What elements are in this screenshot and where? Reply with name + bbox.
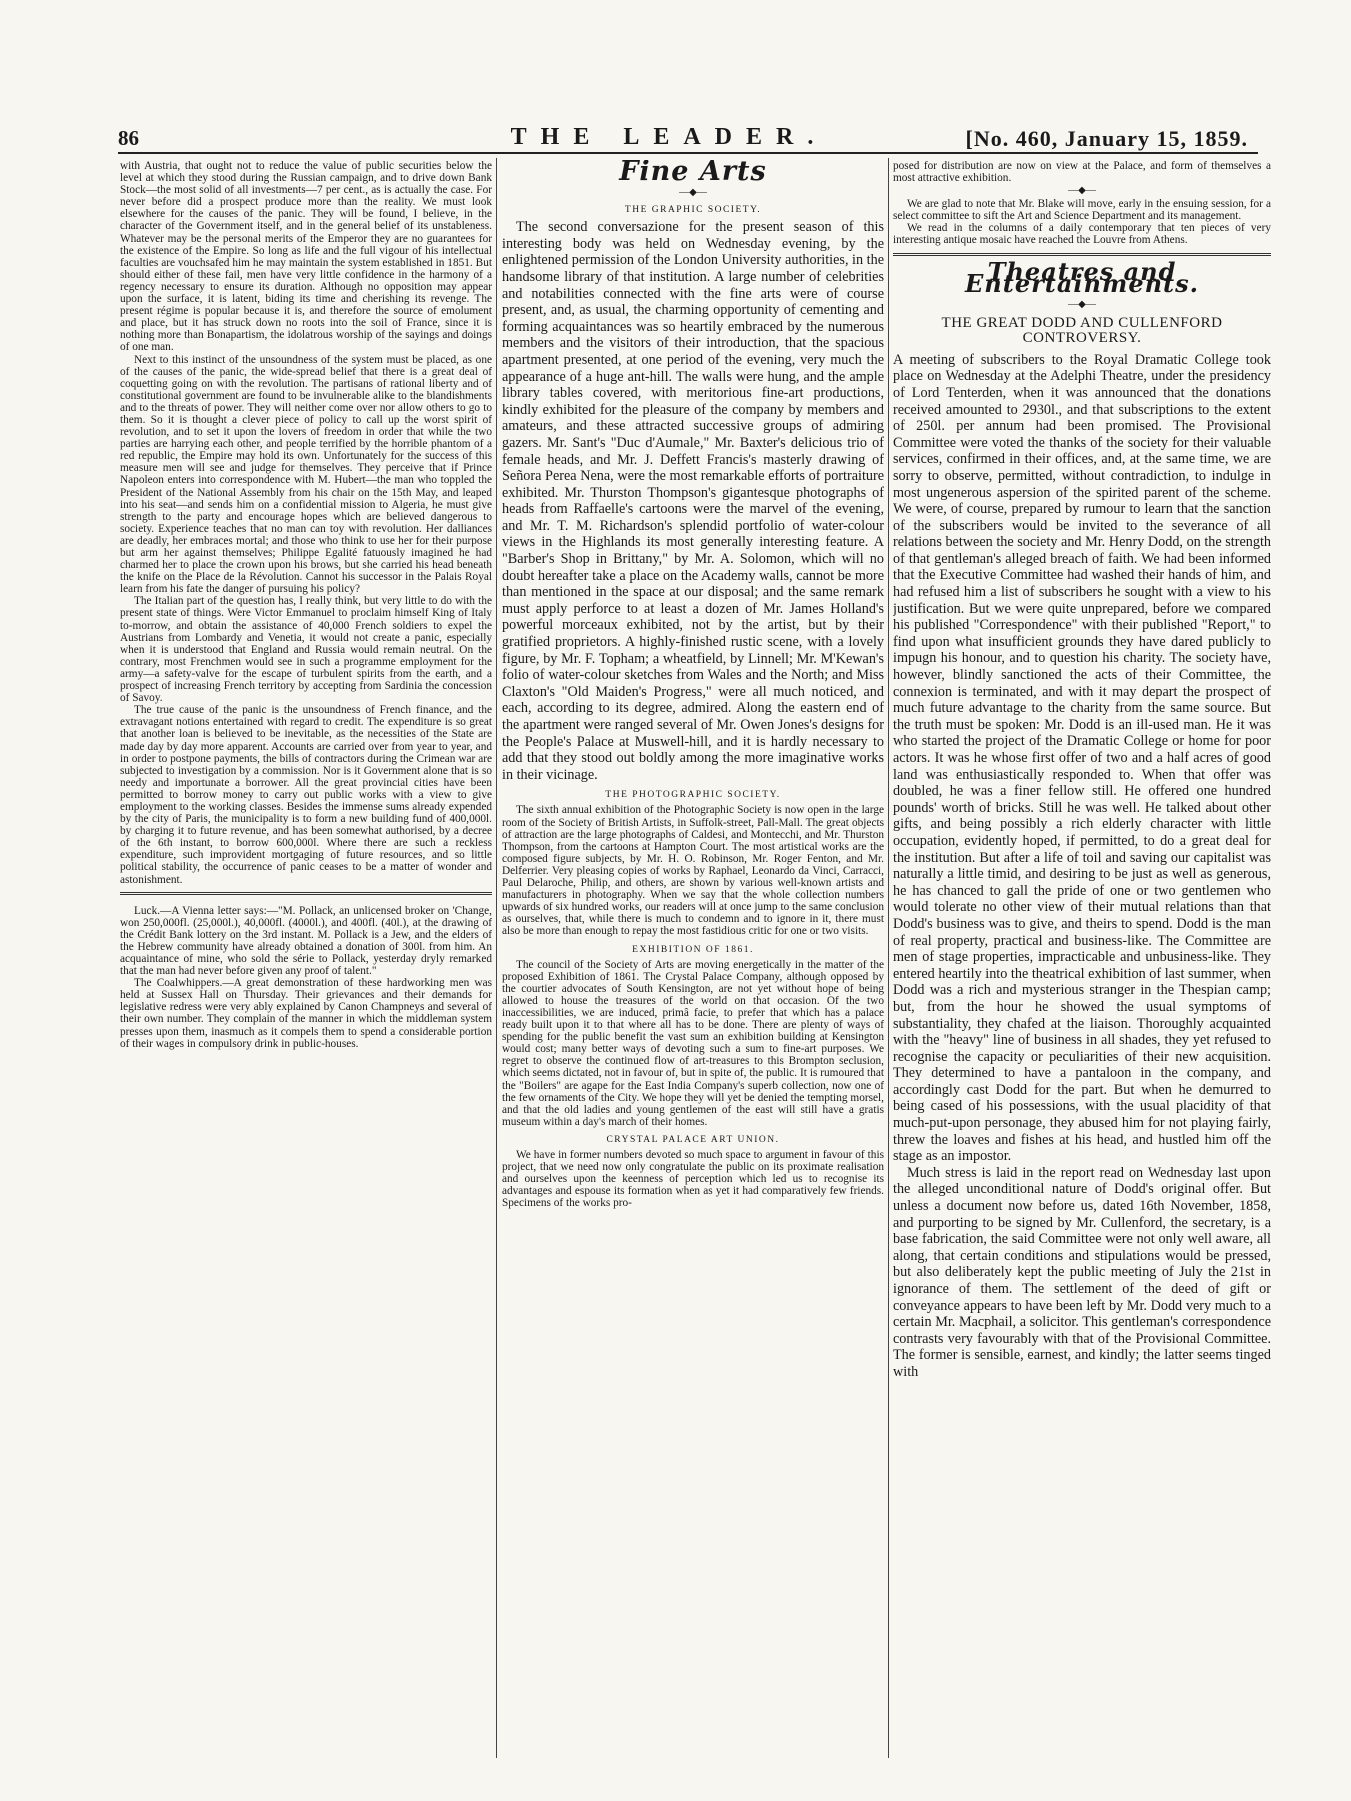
column-divider (496, 158, 497, 1758)
article-paragraph: A meeting of subscribers to the Royal Dramatic College took place on Wednesday at the Adelphi Theatre, under the presidency of Lord Tenterden, when it was announced that the donations received amounted to 2930l., and that subscriptions to the extent of 250l. per annum had been promised. The Provisional Committee were voted the thanks of the society for their valuable services, confirmed in their offices, and, at the same time, we are sorry to observe, permitted, without contradiction, to indulge in most ungenerous aspersion of the spirited parent of the scheme. We were, of course, prepared by rumour to learn that the sanction of the subscribers would be invited to the severance of all relations between the society and Mr. Henry Dodd, on the strength of that gentleman's alleged breach of faith. We had been informed that the Executive Committee had washed their hands of him, and had refused him a list of subscribers he sought with a view to his justification. But we were quite unprepared, before we compared his published "Correspondence" with their published "Report," to find upon what insufficient grounds they have dared publicly to impugn his honour, and to question his charity. The society have, however, blindly sanctioned the acts of their Committee, the connexion is terminated, and with it may depart the prospect of much future advantage to the charity from the same source. But the truth must be spoken: Mr. Dodd is an ill-used man. He it was who started the project of the Dramatic College or home for poor actors. It was he whose first offer of two and a half acres of good land was enthusiastically responded to. When that offer was doubled, he was a finer fellow still. He offered one hundred pounds' worth of bricks. Still he was well. He talked about other gifts, and being possibly a rich elderly character with little occupation, evidently hoped, if permitted, to do a great deal for the institution. But after a life of toil and saving our capitalist was naturally a little timid, and desiring to be just as well as generous, he has chanced to gall the pride of one or two gentlemen who would tolerate no other view of their mutual relations than that Dodd's business was to give, and theirs to spend. Dodd is the man of real property, practical and business-like. The Committee are men of stage properties, impracticable and unbusiness-like. They entered heartily into the theatrical exhibition of last summer, when Dodd was a rich and mysterious stranger in the Thespian camp; but, from the hour he showed the usual symptoms of substantiality, they chafed at the liaison. Thoroughly acquainted with the "heavy" line of business in all shades, they yet refused to recognise the capacity or peculiarities of their new acquisition. They determined to have a pantaloon in the company, and accordingly cast Dodd for the part. But when he demurred to being cased of his possessions, with the usual placidity of that much-put-upon personage, they abused him for not playing fairly, threw the loaves and fishes at his head, and hustled him off the stage as an impostor. (893, 351, 1271, 1165)
header-rule (118, 152, 1258, 154)
section-title-fine-arts: Fine Arts (619, 160, 767, 187)
issue-info: [No. 460, January 15, 1859. (965, 126, 1248, 151)
subsection-heading: THE GRAPHIC SOCIETY. (624, 205, 762, 216)
subsection-heading: CRYSTAL PALACE ART UNION. (606, 1134, 780, 1145)
article-paragraph: posed for distribution are now on view at the Palace, and form of themselves a most attractive exhibition. (893, 160, 1271, 185)
article-paragraph: The sixth annual exhibition of the Photographic Society is now open in the large room of the Society of British Artists, in Suffolk-street, Pall-Mall. The great objects of attraction are the large photographs of Caldesi, and Montecchi, and Mr. Thurston Thompson, from the cartoons at Hampton Court. The most artistical works are the composed figure subjects, by Mr. H. O. Robinson, Mr. Roger Fenton, and Mr. Delferrier. Very pleasing copies of works by Raphael, Leonardo da Vinci, Carracci, Paul Delaroche, Philip, and others, are shown by various well-known artists and manufacturers in photography. When we say that the whole collection numbers upwards of six hundred works, our readers will at once jump to the same conclusion as ourselves, that, while there is much to condemn and to ignore in it, there must also be more than enough to repay the most fastidious critic for one or two visits. (502, 804, 884, 938)
page-header (86, 122, 1252, 152)
article-paragraph: The Italian part of the question has, I really think, but very little to do with the present state of things. Were Victor Emmanuel to proclaim himself King of Italy to-morrow, and obtain the assistance of 40,000 French soldiers to expel the Austrians from Lombardy and Venetia, it would not create a panic, especially when it is understood that England and Russia would remain neutral. On the contrary, most Frenchmen would see in such a programme employment for the army—a safety-valve for the escape of turbulent spirits from the earth, and a prospect of increasing French territory by accepting from Sardinia the concession of Savoy. (120, 595, 492, 705)
article-paragraph: The second conversazione for the present season of this interesting body was held on Wednesday evening, by the enlightened permission of the London University authorities, in the handsome library of that institution. A large number of celebrities and notabilities connected with the fine arts were of course present, and, as usual, the charming opportunity of cementing and forming acquaintances was so heartily embraced by the numerous members and the visitors of their introduction, that the spacious apartment presented, at one period of the evening, very much the appearance of a huge ant-hill. The walls were hung, and the ample library tables covered, with meritorious fine-art productions, kindly exhibited for the pleasure of the company by members and amateurs, and these attracted successive groups of admiring gazers. Mr. Sant's "Duc d'Aumale," Mr. Baxter's delicious trio of female heads, and Mr. J. Deffett Francis's masterly drawing of Señora Perea Nena, were the most remarkable efforts of portraiture exhibited. Mr. Thurston Thompson's gigantesque photographs of heads from Raffaelle's cartoons were the marvel of the evening, and Mr. T. M. Richardson's splendid portfolio of water-colour views in the Highlands its most generally interesting feature. A "Barber's Shop in Brittany," by Mr. A. Solomon, which will no doubt hereafter take a place on the Academy walls, cannot be more than mentioned in the space at our disposal; and the same remark must apply perforce to at least a dozen of Mr. James Holland's powerful morceaux exhibited, not by the artist, but by their gratified proprietors. A highly-finished rustic scene, with a lovely figure, by Mr. F. Topham; a wheatfield, by Linnell; Mr. M'Kewan's folio of water-colour sketches from Wales and the North; and Miss Claxton's "Old Maiden's Progress," were all much noticed, and each, according to its degree, admired. Along the eastern end of the apartment were ranged several of Mr. Owen Jones's designs for the People's Palace at Muswell-hill, and it is hardly necessary to add that they stood out boldly among the more imaginative works in their vicinage. (502, 219, 884, 783)
article-paragraph: We are glad to note that Mr. Blake will move, early in the ensuing session, for a select committee to sift the Art and Science Department and its management. (893, 198, 1271, 223)
article-paragraph: Next to this instinct of the unsoundness of the system must be placed, as one of the causes of the panic, the wide-spread belief that there is a great deal of coquetting going on with the revolution. The partisans of rational liberty and of constitutional government are found to be invulnerable alike to the blandishments and to the threats of power. They will neither come over nor allow others to go to them. So it is thought a clever piece of policy to call up the worst spirit of revolution, and to set it upon the lovers of freedom in order that while the two parties are harrying each other, and people terrified by the horrible phantom of a red republic, the Empire may hold its own. Unfortunately for the success of this measure men will see and judge for themselves. They perceive that if Prince Napoleon enters into correspondence with M. Hubert—the man who toppled the President of the National Assembly from his chair on the 15th May, and leaped into his seat—and sends him on a confidential mission to Algeria, he must give strength to the party and encourage hopes which are believed dangerous to society. Experience teaches that no man can toy with revolution. Her dalliances are deadly, her embraces mortal; and those who think to use her for their purpose but arm her against themselves; Philippe Egalité fatuously imagined he had charmed her to place the crown upon his brows, but she carried his head beneath the knife on the Place de la Révolution. Cannot his successor in the Palais Royal learn from his fate the danger of pursuing his policy? (120, 353, 492, 596)
column-middle (502, 160, 884, 1770)
page-number: 86 (118, 126, 139, 150)
article-paragraph: with Austria, that ought not to reduce the value of public securities below the level at which they stood during the Russian campaign, and to drive down Bank Stock—the most solid of all investments—7 per cent., as is actually the case. For never before did a prospect produce more than the reality. We must look elsewhere for the causes of the panic. They will be found, I believe, in the character of the Government itself, and in the general belief of its unstableness. Whatever may be the personal merits of the Emperor they are no guarantees for the existence of the Empire. So long as life and the full vigour of his intellectual faculties are vouchsafed him he may maintain the system established in 1851. But should either of these fail, men have very little confidence in the harmony of a regency necessary to ensure its duration. Although no opposition may appear upon the surface, it is latent, biding its time and cherishing its revenge. The present régime is popular because it is, and therefore the source of emolument and place, but it has struck down no roots into the soil of France, since it is nothing more than Bonapartism, the idolatrous worship of the sayings and doings of one man. (120, 160, 492, 354)
article-headline: THE GREAT DODD AND CULLENFORD CONTROVERSY. (941, 314, 1223, 346)
subsection-heading: EXHIBITION OF 1861. (632, 944, 754, 955)
column-right (893, 160, 1271, 1770)
column-left (120, 160, 492, 1770)
article-paragraph: The council of the Society of Arts are moving energetically in the matter of the proposed Exhibition of 1861. The Crystal Palace Company, although opposed by the courtier advocates of South Kensington, are not yet without hope of being allowed to house the treasures of the world on that occasion. Of the two inaccessibilities, we are induced, primâ facie, to prefer that which has a palace ready built upon it to that where all has to be done. There are plenty of ways of spending for the public benefit the vast sum an exhibition building at Kensington would cost; many better ways of devoting such a sum to fine-art purposes. We regret to observe the continued flow of art-treasures to this Brompton seclusion, which seems dictated, not in favour of, but in spite of, the public. It is rumoured that the "Boilers" are agape for the East India Company's superb collection, now one of the few ornaments of the City. We hope they will yet be denied the tempting morsel, and that the old ladies and young gentlemen of the east will still have a gratis museum within a day's march of their homes. (502, 958, 884, 1128)
article-paragraph: Much stress is laid in the report read on Wednesday last upon the alleged unconditional nature of Dodd's original offer. But unless a document now before us, dated 16th November, 1858, and purporting to be signed by Mr. Cullenford, the secretary, is a base fabrication, the said Committee were not only well aware, all along, that certain conditions and stipulations would be pressed, but also deliberately kept the public meeting of July the 21st in ignorance of them. The settlement of the deed of gift or conveyance appears to have been left by Mr. Dodd very much to a certain Mr. Macphail, a solicitor. This gentleman's correspondence contrasts very favourably with that of the Provisional Committee. The former is sensible, earnest, and kindly; the latter seems tinged with (893, 1164, 1271, 1380)
newspaper-title: THE LEADER. (510, 124, 828, 150)
subsection-heading: THE PHOTOGRAPHIC SOCIETY. (605, 790, 781, 801)
section-rule (120, 892, 492, 895)
news-note: The Coalwhippers.—A great demonstration of these hardworking men was held at Sussex Hall on Thursday. Their grievances and their demands for legislative redress were very ably explained by Canon Champneys and several of their own number. They complain of the manner in which the middleman system presses upon them, inasmuch as it compels them to spend a considerable portion of their wages in compulsory drink in public-houses. (120, 977, 492, 1050)
ornament-divider: —◆— (679, 187, 707, 199)
news-note: Luck.—A Vienna letter says:—"M. Pollack, an unlicensed broker on 'Change, won 250,000fl. (25,000l.), 40,000fl. (4000l.), and 400fl. (40l.), at the drawing of the Crédit Bank lottery on the 3rd instant. M. Pollack is a Jew, and the elders of the Hebrew community have already obtained a donation of 300l. from him. An acquaintance of mine, who sold the série to Pollack, yesterday dryly remarked that the man had never before given any proof of talent." (120, 904, 492, 978)
section-title-theatres: Theatres and Entertainments. (964, 256, 1199, 298)
section-rule (893, 253, 1271, 256)
article-paragraph: We have in former numbers devoted so much space to argument in favour of this project, that we need now only congratulate the public on its proximate realisation and ourselves upon the keenness of perception which led us to recognise its advantages and espouse its formation when as yet it had comparatively few friends. Specimens of the works pro- (502, 1149, 884, 1210)
article-paragraph: The true cause of the panic is the unsoundness of French finance, and the extravagant notions entertained with regard to credit. The expenditure is so great that another loan is believed to be inevitable, as the necessities of the State are made day by day more apparent. Accounts are carried over from year to year, and in order to postpone payments, the bills of contractors during the Crimean war are subjected to investigation by a commission. Nor is it Government alone that is so needy and importunate a borrower. All the great provincial cities have been permitted to borrow money to carry out public works with a view to give employment to the working classes. Besides the immense sums already expended by the city of Paris, the municipality is to form a new building fund of 400,000l. by charging it to future revenue, and has been somewhat authorised, by a decree of the 6th instant, to borrow 600,000l. Where there are such a reckless expenditure, such improvident mortgaging of future resources, and so little political stability, the occurrence of panic ceases to be a matter of wonder and astonishment. (120, 704, 492, 886)
article-paragraph: We read in the columns of a daily contemporary that ten pieces of very interesting antique mosaic have reached the Louvre from Athens. (893, 222, 1271, 247)
column-divider (888, 158, 889, 1758)
ornament-divider: —◆— (1068, 185, 1096, 197)
ornament-divider: —◆— (1068, 298, 1096, 310)
